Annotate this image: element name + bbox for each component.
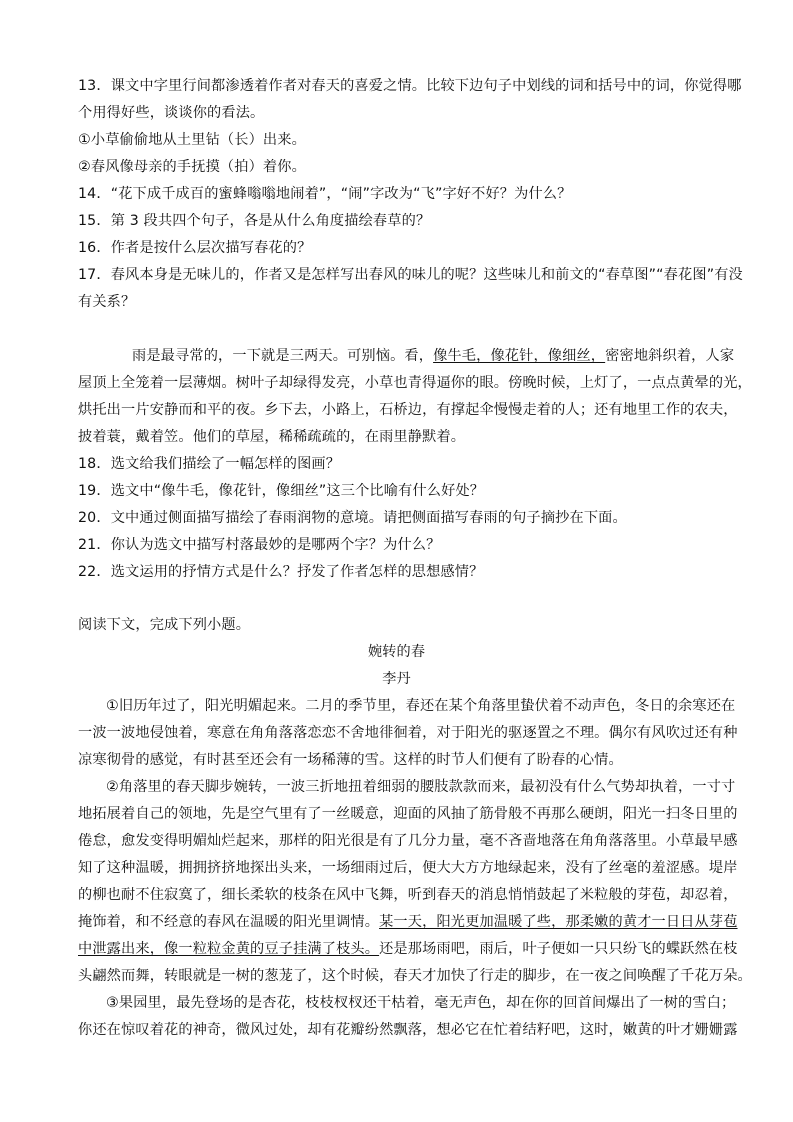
question-19: 19．选文中“像牛毛，像花针，像细丝”这三个比喻有什么好处？: [78, 483, 485, 499]
article-paragraph-2-line-4: 知了这种温暖，拥拥挤挤地探出头来，一场细雨过后，便大大方方地绿起来，没有了丝毫的羞涩感。堤岸: [78, 860, 738, 876]
article-paragraph-2-line-7: [78, 939, 738, 959]
question-22: 22．选文运用的抒情方式是什么？抒发了作者怎样的思想感情？: [78, 564, 484, 580]
article-text: 还是那场雨吧，雨后，叶子便如一只只纷飞的蝶跃然在枝: [379, 941, 738, 957]
article-paragraph-2-line-5: 的柳也耐不住寂寞了，细长柔软的枝条在风中飞舞，听到春天的消息悄悄鼓起了米粒般的芽苞，却忍着，: [78, 887, 738, 903]
question-15: 15．第 3 段共四个句子，各是从什么角度描绘春草的？: [78, 213, 431, 229]
question-13: 13．课文中字里行间都渗透着作者对春天的喜爱之情。比较下边句子中划线的词和括号中的词，你觉得哪: [78, 78, 742, 94]
article-paragraph-1-line-1: ①旧历年过了，阳光明媚起来。二月的季节里，春还在某个角落里蛰伏着不动声色，冬日的余寒还在: [106, 698, 736, 714]
article-paragraph-1-line-3: 凉寒彻骨的感觉，有时甚至还会有一场稀薄的雪。这样的时节人们便有了盼春的心情。: [78, 752, 623, 768]
rain-passage-line-4: 披着蓑，戴着笠。他们的草屋，稀稀疏疏的，在雨里静默着。: [78, 429, 466, 445]
article-underlined-sentence: 中泄露出来，像一粒粒金黄的豆子挂满了枝头。: [78, 941, 380, 957]
question-18: 18．选文给我们描绘了一幅怎样的图画？: [78, 456, 341, 472]
question-20: 20．文中通过侧面描写描绘了春雨润物的意境。请把侧面描写春雨的句子摘抄在下面。: [78, 510, 627, 526]
rain-passage-text: 密密地斜织着，人家: [605, 348, 735, 364]
article-paragraph-1-line-2: 一波一波地侵蚀着，寒意在角角落落恋恋不舍地徘徊着，对于阳光的驱逐置之不理。偶尔有风吹过还有种: [78, 725, 738, 741]
question-17: 17．春风本身是无味儿的，作者又是怎样写出春风的味儿的呢？这些味儿和前文的“春草图”“春花图”有没: [78, 267, 743, 283]
article-paragraph-2-line-2: 地拓展着自己的领地，先是空气里有了一丝暖意，迎面的风抽了筋骨般不再那么硬朗，阳光一扫冬日里的: [78, 806, 738, 822]
article-paragraph-2-line-6: [78, 912, 738, 932]
rain-passage-line-3: 烘托出一片安静而和平的夜。乡下去，小路上，石桥边，有撑起伞慢慢走着的人；还有地里工作的农夫，: [78, 402, 738, 418]
question-14: 14．“花下成千成百的蜜蜂嗡嗡地闹着”，“闹”字改为“飞”字好不好？为什么？: [78, 186, 572, 202]
article-underlined-sentence: 某一天，阳光更加温暖了些，那柔嫩的黄才一日日从芽苞: [379, 914, 738, 930]
question-13-sentence-2: ②春风像母亲的手抚摸（拍）着你。: [78, 159, 306, 175]
article-paragraph-2-line-3: 倦怠，愈发变得明媚灿烂起来，那样的阳光很是有了几分力量，毫不吝啬地落在角角落落里。小草最早感: [78, 833, 738, 849]
question-13-continued: 个用得好些，谈谈你的看法。: [78, 105, 265, 121]
rain-passage-line-1: [132, 346, 734, 366]
reading-instruction: 阅读下文，完成下列小题。: [78, 617, 251, 633]
article-paragraph-2-line-1: ②角落里的春天脚步婉转，一波三折地扭着细弱的腰肢款款而来，最初没有什么气势却执着，一寸寸: [106, 779, 736, 795]
rain-passage-text: 雨是最寻常的，一下就是三两天。可别恼。看，: [132, 348, 434, 364]
question-21: 21．你认为选文中描写村落最妙的是哪两个字？为什么？: [78, 537, 441, 553]
article-author: 李丹: [382, 671, 411, 687]
article-paragraph-3-line-1: ③果园里，最先登场的是杏花，枝枝杈杈还干枯着，毫无声色，却在你的回首间爆出了一树的雪白；: [106, 995, 736, 1011]
rain-passage-underlined-simile: 像牛毛，像花针，像细丝，: [433, 348, 606, 364]
question-16: 16．作者是按什么层次描写春花的？: [78, 240, 312, 256]
article-paragraph-2-line-8: 头翩然而舞，转眼就是一树的葱茏了，这个时候，春天才加快了行走的脚步，在一夜之间唤醒了千花万朵。: [78, 968, 752, 984]
article-text: 掩饰着，和不经意的春风在温暖的阳光里调情。: [78, 914, 380, 930]
question-17-continued: 有关系？: [78, 294, 136, 310]
rain-passage-line-2: 屋顶上全笼着一层薄烟。树叶子却绿得发亮，小草也青得逼你的眼。傍晚时候，上灯了，一点点黄晕的光，: [78, 375, 752, 391]
article-paragraph-3-line-2: 你还在惊叹着花的神奇，微风过处，却有花瓣纷然飘落，想必它在忙着结籽吧，这时，嫩黄的叶才姗姗露: [78, 1022, 738, 1038]
question-13-sentence-1: ①小草偷偷地从土里钻（长）出来。: [78, 132, 306, 148]
article-title: 婉转的春: [367, 644, 426, 660]
